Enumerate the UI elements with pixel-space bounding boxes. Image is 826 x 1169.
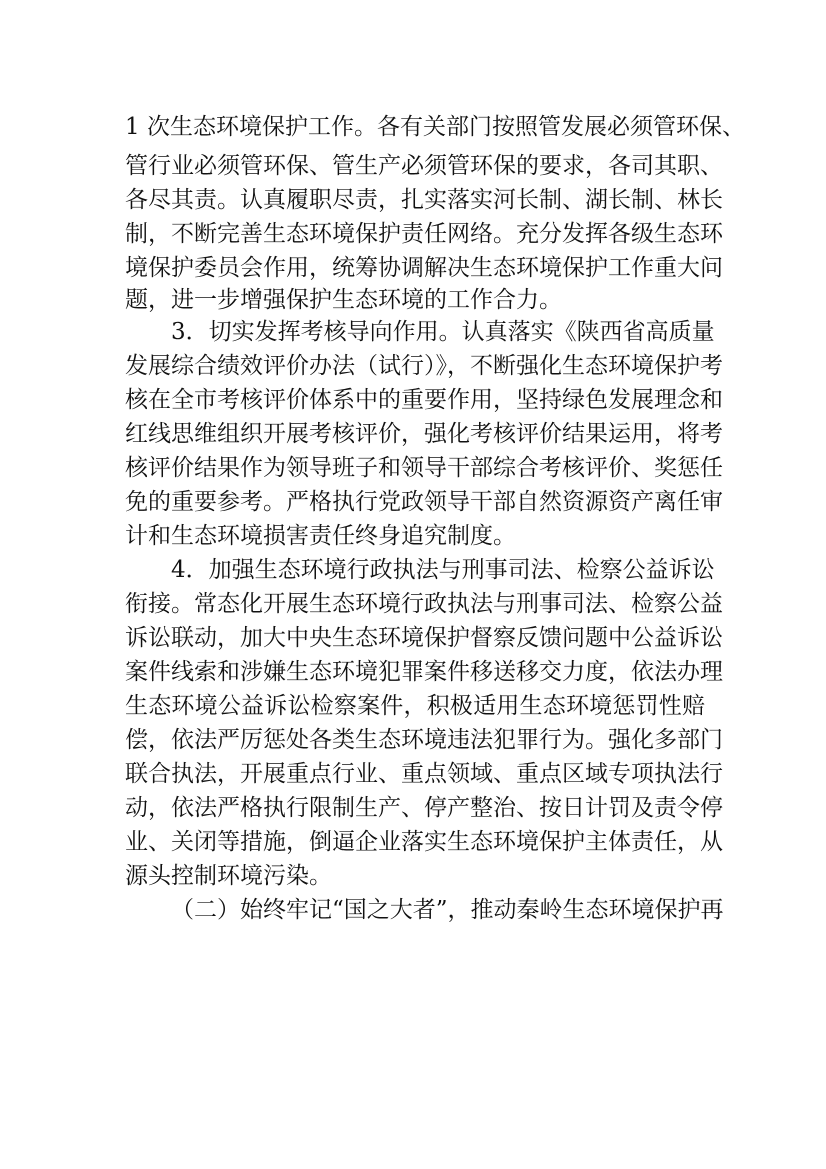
text-line: 1 次生态环境保护工作。各有关部门按照管发展必须管环保、 bbox=[125, 114, 745, 140]
text-line: 业、关闭等措施，倒逼企业落实生态环境保护主体责任，从 bbox=[125, 829, 723, 855]
text-line: 发展综合绩效评价办法（试行）》，不断强化生态环境保护考 bbox=[125, 353, 723, 379]
text-line: 制，不断完善生态环境保护责任网络。充分发挥各级生态环 bbox=[125, 221, 723, 247]
text-line: 生态环境公益诉讼检察案件，积极适用生态环境惩罚性赔 bbox=[125, 693, 705, 719]
text-line: 源头控制环境污染。 bbox=[125, 863, 332, 889]
text-line: 红线思维组织开展考核评价，强化考核评价结果运用，将考 bbox=[125, 421, 723, 447]
paragraph-heading-4: 4．加强生态环境行政执法与刑事司法、检察公益诉讼 bbox=[171, 557, 715, 583]
text-line: 衔接。常态化开展生态环境行政执法与刑事司法、检察公益 bbox=[125, 591, 723, 617]
text-line: 免的重要参考。严格执行党政领导干部自然资源资产离任审 bbox=[125, 489, 723, 515]
text-line: 管行业必须管环保、管生产必须管环保的要求，各司其职、 bbox=[125, 153, 723, 179]
text-line: 核评价结果作为领导班子和领导干部综合考核评价、奖惩任 bbox=[125, 455, 723, 481]
text-line: 诉讼联动，加大中央生态环境保护督察反馈问题中公益诉讼 bbox=[125, 625, 723, 651]
section-heading: （二）始终牢记“国之大者”，推动秦岭生态环境保护再 bbox=[171, 897, 724, 923]
text-line: 联合执法，开展重点行业、重点领域、重点区域专项执法行 bbox=[125, 761, 723, 787]
text-line: 各尽其责。认真履职尽责，扎实落实河长制、湖长制、林长 bbox=[125, 187, 723, 213]
text-line: 计和生态环境损害责任终身追究制度。 bbox=[125, 523, 516, 549]
text-line: 偿，依法严厉惩处各类生态环境违法犯罪行为。强化多部门 bbox=[125, 727, 723, 753]
text-line: 题，进一步增强保护生态环境的工作合力。 bbox=[125, 287, 562, 313]
text-line: 境保护委员会作用，统筹协调解决生态环境保护工作重大问 bbox=[125, 255, 723, 281]
paragraph-heading-3: 3．切实发挥考核导向作用。认真落实《陕西省高质量 bbox=[171, 319, 715, 345]
text-line: 动，依法严格执行限制生产、停产整治、按日计罚及责令停 bbox=[125, 795, 723, 821]
text-line: 案件线索和涉嫌生态环境犯罪案件移送移交力度，依法办理 bbox=[125, 659, 723, 685]
text-line: 核在全市考核评价体系中的重要作用，坚持绿色发展理念和 bbox=[125, 387, 723, 413]
